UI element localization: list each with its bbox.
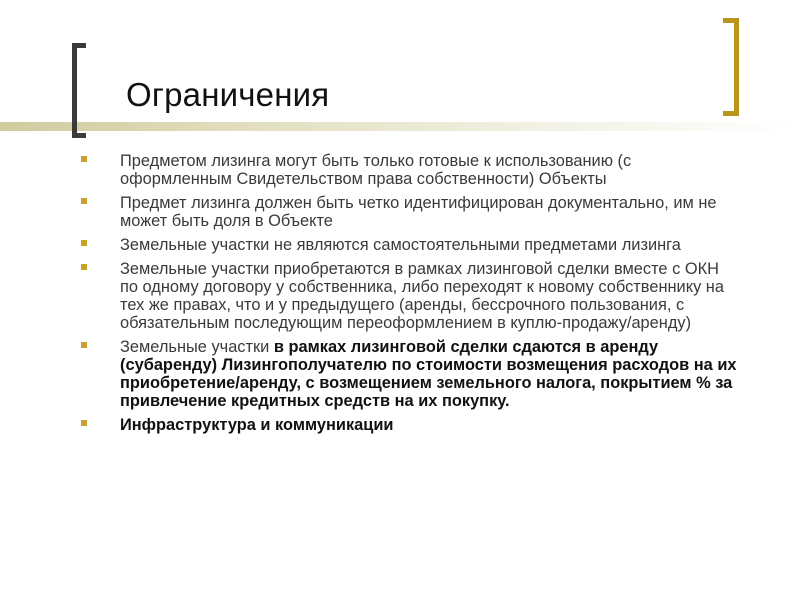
list-item xyxy=(80,416,740,434)
bullet-icon xyxy=(81,198,87,204)
slide-title: Ограничения xyxy=(126,76,330,113)
list-item xyxy=(80,236,740,254)
bullet-icon xyxy=(81,264,87,270)
bullet-icon xyxy=(81,342,87,348)
list-item xyxy=(80,194,740,230)
right-bracket-decoration xyxy=(723,18,739,116)
title-divider xyxy=(0,122,800,131)
bullet-icon xyxy=(81,420,87,426)
bullet-text: Инфраструктура и коммуникации xyxy=(120,416,394,434)
bullet-icon xyxy=(81,240,87,246)
bullet-text: Земельные участки приобретаются в рамках лизинговой сделки вместе с ОКН по одному договору у собственника, либо переходят к новому собственнику на тех же правах, что и у предыдущего (аренды, бессрочного пользования, с обязательным последующим переоформлением в куплю-продажу/аренду) xyxy=(120,260,724,332)
left-bracket-decoration xyxy=(72,43,86,138)
list-item xyxy=(80,152,740,188)
bullet-list xyxy=(80,152,740,440)
list-item xyxy=(80,260,740,332)
bullet-text-plain: Земельные участки xyxy=(120,338,274,356)
bullet-text: Земельные участки не являются самостоятельными предметами лизинга xyxy=(120,236,681,254)
bullet-text-bold: в рамках лизинговой сделки сдаются в аренду (субаренду) Лизингополучателю по стоимости возмещения расходов на их приобретение/аренду, с возмещением земельного налога, покрытием % за привлечение кредитных средств на их покупку. xyxy=(120,338,737,410)
list-item xyxy=(80,338,740,410)
bullet-icon xyxy=(81,156,87,162)
bullet-text: Предмет лизинга должен быть четко идентифицирован документально, им не может быть доля в Объекте xyxy=(120,194,717,230)
bullet-text: Предметом лизинга могут быть только готовые к использованию (с оформленным Свидетельством права собственности) Объекты xyxy=(120,152,632,188)
